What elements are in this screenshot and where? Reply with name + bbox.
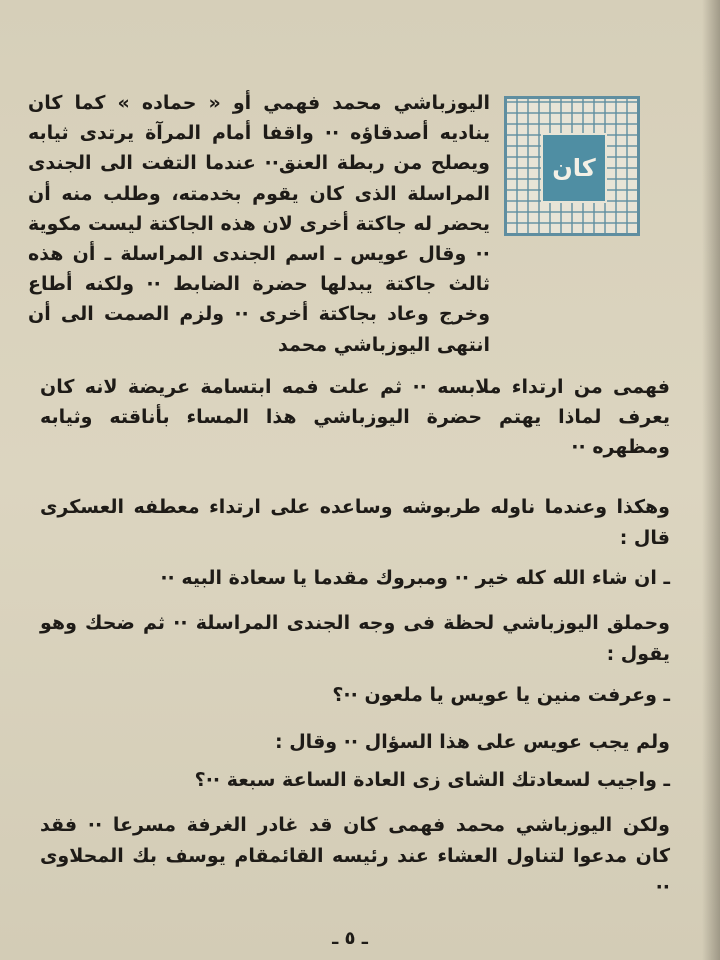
paragraph: وهكذا وعندما ناوله طربوشه وساعده على ارتداء معطفه العسكرى قال :: [40, 496, 670, 549]
emblem-center: [541, 133, 607, 203]
paragraph: ولم يجب عويس على هذا السؤال ·· وقال :: [274, 731, 670, 753]
emblem-word: كان: [552, 154, 596, 182]
chapter-emblem: [504, 96, 640, 236]
opening-paragraph: اليوزباشي محمد فهمي أو « حماده » كما كان يناديه أصدقاؤه ·· واقفا أمام المرآة يرتدى ثيابه ويصلح من ربطة العنق·· عندما التفت الى الجندى المراسلة الذى كان يقوم بخدمته، وطلب منه أن يحضر له جاكتة أخرى لان هذه الجاكتة ليست مكوية ·· وقال عويس ـ اسم الجندى المراسلة ـ أن هذه ثالث جاكتة يبدلها حضرة الضابط ·· ولكنه أطاع وخرج وعاد بجاكتة أخرى ·· ولزم الصمت الى أن انتهى اليوزباشي محمد: [28, 92, 490, 356]
closing-paragraph: ولكن اليوزباشي محمد فهمى كان قد غادر الغرفة مسرعا ·· فقد كان مدعوا لتناول العشاء عند رئيسه القائمقام يوسف بك المحلاوى ··: [40, 814, 670, 898]
spine-shadow: [702, 0, 720, 960]
dialogue-line: ـ واجيب لسعادتك الشاى زى العادة الساعة سبعة ··؟: [194, 769, 670, 791]
dialogue-line: ـ وعرفت منين يا عويس يا ملعون ··؟: [332, 684, 670, 706]
paragraph: وحملق اليوزباشي لحظة فى وجه الجندى المراسلة ·· ثم ضحك وهو يقول :: [40, 612, 670, 665]
opening-paragraph-continued: فهمى من ارتداء ملابسه ·· ثم علت فمه ابتسامة عريضة لانه كان يعرف لماذا يهتم حضرة اليوزباشي هذا المساء بأناقته وثيابه ومظهره ··: [40, 376, 670, 459]
page-number: ـ ٥ ـ: [332, 928, 368, 949]
dialogue-line: ـ ان شاء الله كله خير ·· ومبروك مقدما يا سعادة البيه ··: [160, 567, 670, 589]
